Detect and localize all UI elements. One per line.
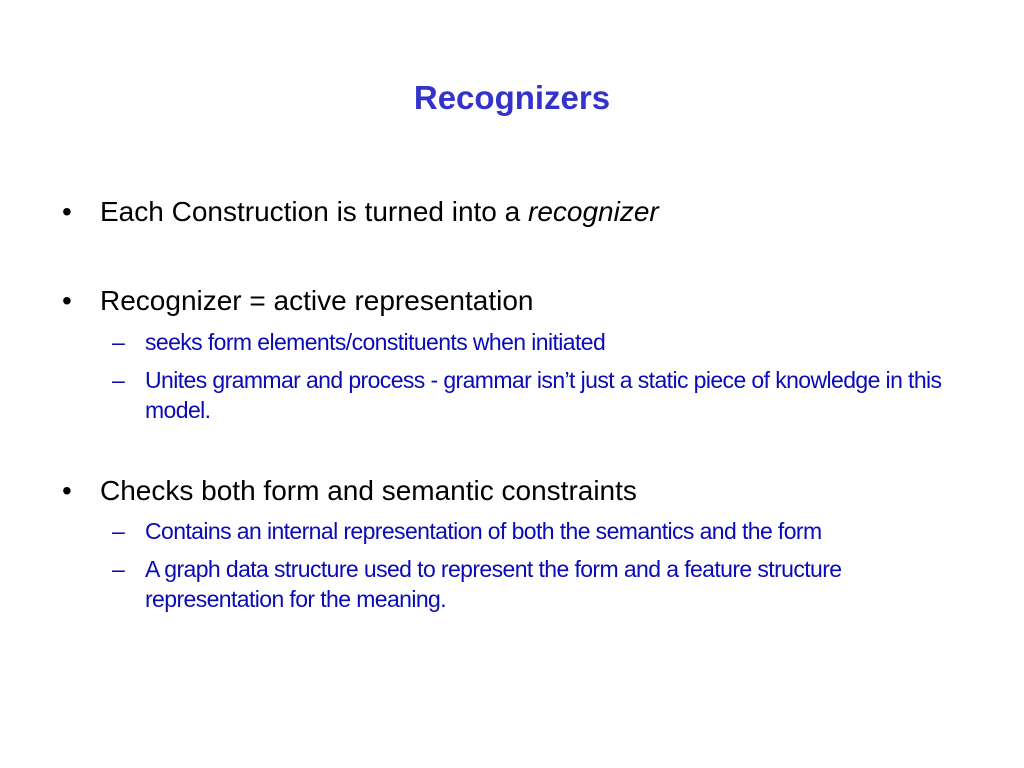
bullet-marker: • <box>62 196 72 227</box>
subitem-marker: – <box>112 329 125 355</box>
bullet-text: Recognizer = active representation <box>100 285 534 316</box>
subitem-text: A graph data structure used to represent the form and a feature structure representation for the meaning. <box>145 556 842 612</box>
bullet-text: Checks both form and semantic constraints <box>100 475 637 506</box>
bullet-text-emphasis: recognizer <box>528 196 659 227</box>
subitem-marker: – <box>112 367 125 393</box>
subitem-marker: – <box>112 556 125 582</box>
subitem-text: Contains an internal representation of both the semantics and the form <box>145 518 822 544</box>
bullet-text <box>100 195 659 229</box>
bullet-text-plain: Each Construction is turned into a <box>100 196 529 227</box>
slide-title: Recognizers <box>413 79 611 116</box>
subitem-marker: – <box>112 518 125 544</box>
subitem-text: seeks form elements/constituents when initiated <box>145 329 606 355</box>
bullet-marker: • <box>62 475 72 506</box>
subitem-text: Unites grammar and process - grammar isn’t just a static piece of knowledge in this model. <box>145 367 942 423</box>
bullet-marker: • <box>62 285 72 316</box>
